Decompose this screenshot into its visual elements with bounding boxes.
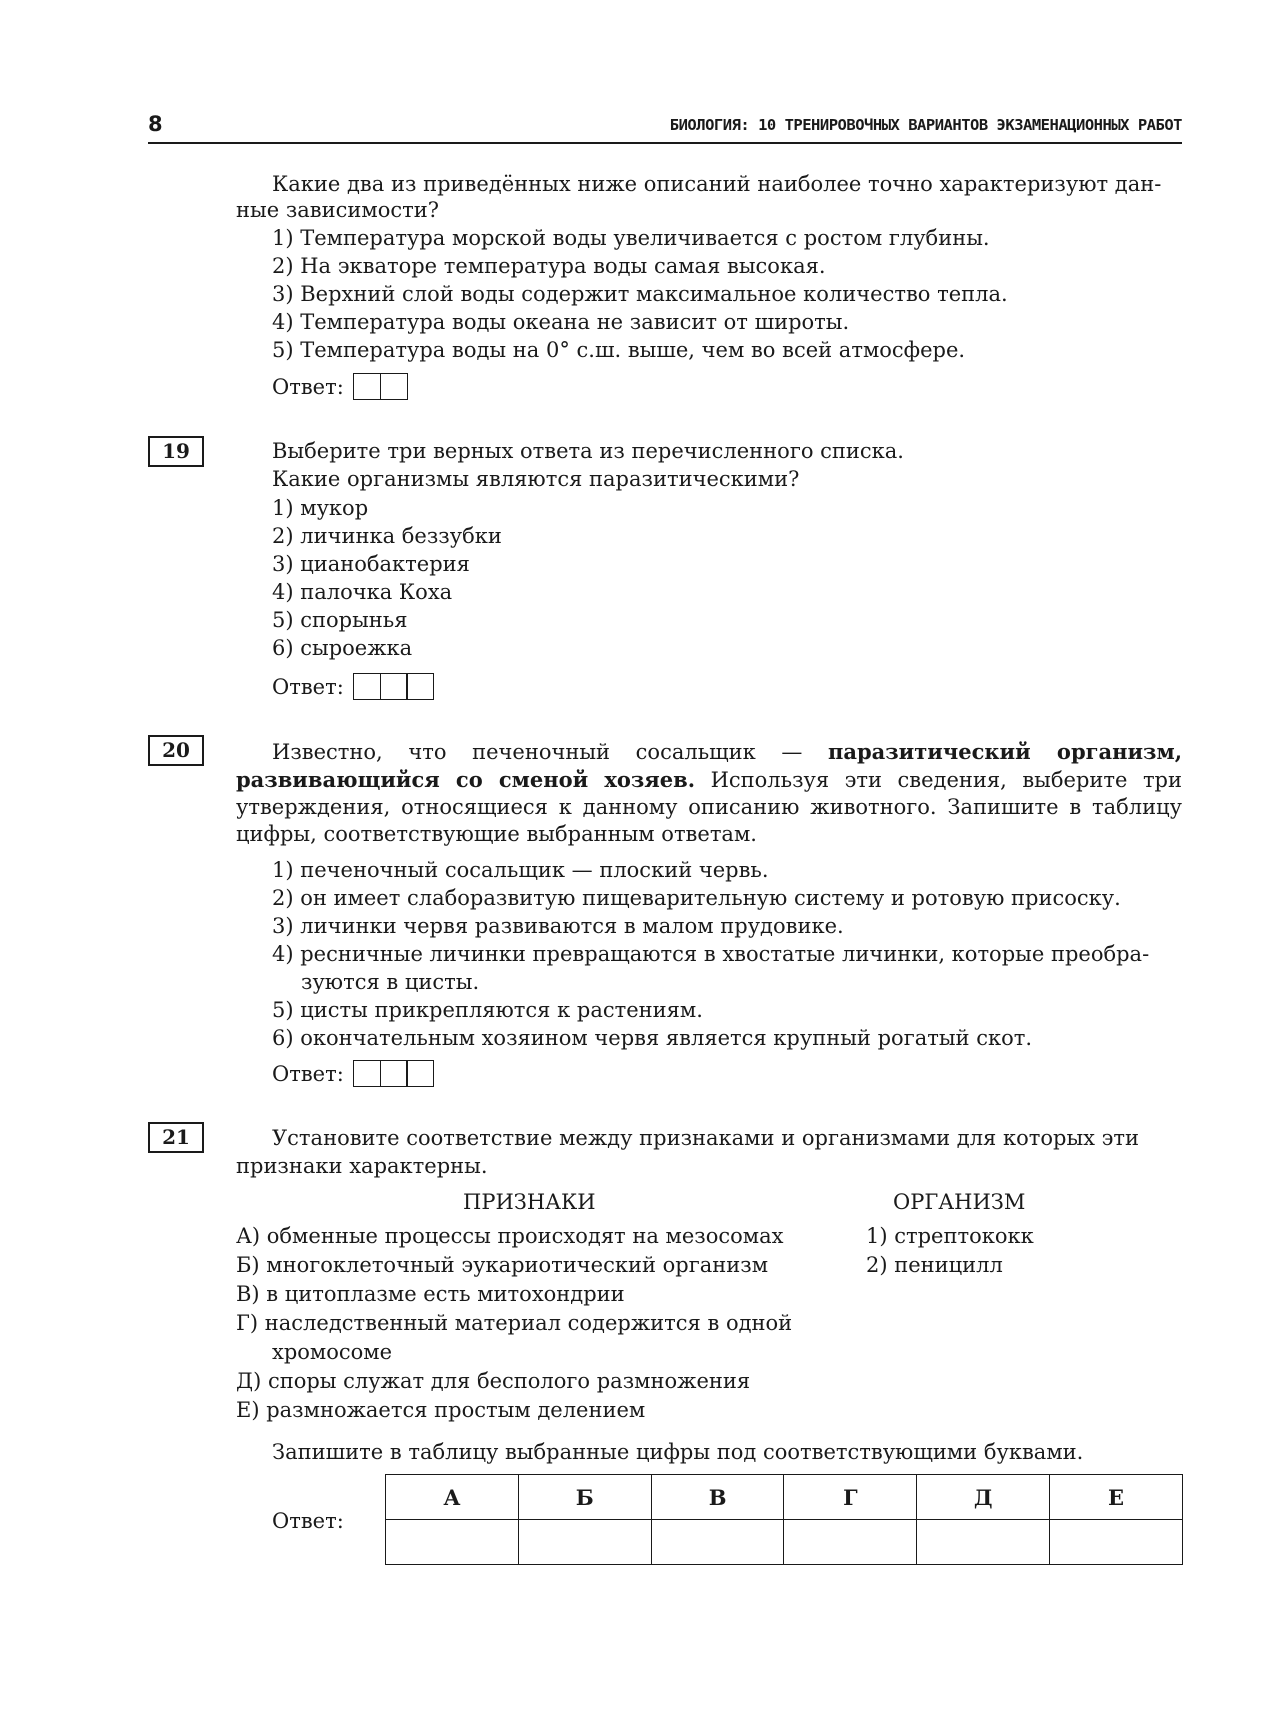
answer-table-cell[interactable]: [917, 1520, 1050, 1565]
answer-table-input-row: [386, 1520, 1183, 1565]
q20-option: 4) ресничные личинки превращаются в хвостатые личинки, которые преобра-: [272, 942, 1150, 966]
organisms-heading: ОРГАНИЗМ: [893, 1190, 1026, 1214]
q20-text-rest: Используя эти сведения, выберите три утверждения, относящиеся к данному описанию животного. Запишите в таблицу цифры, соответствующие выбранным ответам.: [236, 768, 1182, 846]
answer-table: [385, 1474, 1183, 1565]
answer-cell[interactable]: [353, 373, 381, 400]
answer-label: Ответ:: [272, 1062, 344, 1086]
answer-cell[interactable]: [406, 1060, 434, 1087]
answer-cell[interactable]: [380, 673, 408, 700]
features-heading: ПРИЗНАКИ: [463, 1190, 596, 1214]
q20-option: 2) он имеет слаборазвитую пищеварительную систему и ротовую присоску.: [272, 886, 1121, 910]
running-title: БИОЛОГИЯ: 10 ТРЕНИРОВОЧНЫХ ВАРИАНТОВ ЭКЗАМЕНАЦИОННЫХ РАБОТ: [669, 116, 1182, 134]
q18-prompt-line2: ные зависимости?: [236, 198, 439, 222]
answer-label: Ответ:: [272, 675, 344, 699]
q19-option: 4) палочка Коха: [272, 580, 453, 604]
answer-table-cell[interactable]: [1050, 1520, 1183, 1565]
feature-item: Г) наследственный материал содержится в одной: [236, 1311, 793, 1335]
q21-prompt-line1: Установите соответствие между признаками и организмами для которых эти: [272, 1126, 1140, 1150]
page-header: [148, 108, 1182, 144]
q20-option: 3) личинки червя развиваются в малом прудовике.: [272, 914, 844, 938]
q18-option: 3) Верхний слой воды содержит максимальное количество тепла.: [272, 282, 1008, 306]
q19-option: 6) сыроежка: [272, 636, 413, 660]
q20-text-intro: Известно, что печеночный сосальщик —: [272, 740, 829, 764]
feature-item: А) обменные процессы происходят на мезосомах: [236, 1224, 784, 1248]
answer-table-letter: Б: [518, 1475, 651, 1520]
q18-option: 2) На экваторе температура воды самая высокая.: [272, 254, 826, 278]
q21-instruction: Запишите в таблицу выбранные цифры под соответствующими буквами.: [272, 1440, 1084, 1464]
q20-option-continuation: зуются в цисты.: [301, 970, 480, 994]
feature-item: В) в цитоплазме есть митохондрии: [236, 1282, 625, 1306]
feature-item: Е) размножается простым делением: [236, 1398, 646, 1422]
answer-cell[interactable]: [353, 673, 381, 700]
answer-table-letter: Е: [1050, 1475, 1183, 1520]
organism-item: 2) пеницилл: [866, 1253, 1003, 1277]
answer-table-letter: В: [651, 1475, 784, 1520]
page-number: 8: [148, 112, 163, 136]
q18-option: 1) Температура морской воды увеличивается с ростом глубины.: [272, 226, 990, 250]
q18-option: 4) Температура воды океана не зависит от широты.: [272, 310, 850, 334]
q19-option: 2) личинка беззубки: [272, 524, 502, 548]
answer-table-cell[interactable]: [386, 1520, 519, 1565]
answer-cell[interactable]: [380, 1060, 408, 1087]
feature-item: Д) споры служат для бесполого размножения: [236, 1369, 751, 1393]
question-number-21: 21: [148, 1122, 204, 1153]
q19-instruction: Выберите три верных ответа из перечисленного списка.: [272, 439, 904, 463]
answer-table-cell[interactable]: [651, 1520, 784, 1565]
q19-option: 1) мукор: [272, 496, 369, 520]
question-number-19: 19: [148, 436, 204, 467]
q20-text-bold: паразитический организм, развивающийся со сменой хозяев.: [236, 739, 1183, 792]
q20-prompt: [236, 738, 1182, 848]
q18-prompt-line1: Какие два из приведённых ниже описаний наиболее точно характеризуют дан-: [272, 172, 1162, 196]
q19-question: Какие организмы являются паразитическими?: [272, 467, 800, 491]
q20-option: 6) окончательным хозяином червя является крупный рогатый скот.: [272, 1026, 1033, 1050]
answer-table-cell[interactable]: [518, 1520, 651, 1565]
answer-boxes: [353, 373, 406, 400]
q21-answer-label: Ответ:: [272, 1509, 344, 1533]
answer-table-header-row: [386, 1475, 1183, 1520]
answer-boxes: [353, 1060, 433, 1087]
answer-cell[interactable]: [380, 373, 408, 400]
q20-option: 1) печеночный сосальщик — плоский червь.: [272, 858, 769, 882]
q19-option: 3) цианобактерия: [272, 552, 470, 576]
q21-prompt-line2: признаки характерны.: [236, 1154, 488, 1178]
feature-item-continuation: хромосоме: [272, 1340, 393, 1364]
feature-item: Б) многоклеточный эукариотический организм: [236, 1253, 769, 1277]
question-number-20: 20: [148, 735, 204, 766]
answer-boxes: [353, 673, 433, 700]
answer-cell[interactable]: [353, 1060, 381, 1087]
answer-table-letter: А: [386, 1475, 519, 1520]
answer-table-cell[interactable]: [784, 1520, 917, 1565]
q19-option: 5) спорынья: [272, 608, 408, 632]
answer-label: Ответ:: [272, 375, 344, 399]
q20-option: 5) цисты прикрепляются к растениям.: [272, 998, 703, 1022]
answer-cell[interactable]: [406, 673, 434, 700]
q18-option: 5) Температура воды на 0° с.ш. выше, чем во всей атмосфере.: [272, 338, 966, 362]
organism-item: 1) стрептококк: [866, 1224, 1034, 1248]
answer-table-letter: Д: [917, 1475, 1050, 1520]
answer-table-letter: Г: [784, 1475, 917, 1520]
